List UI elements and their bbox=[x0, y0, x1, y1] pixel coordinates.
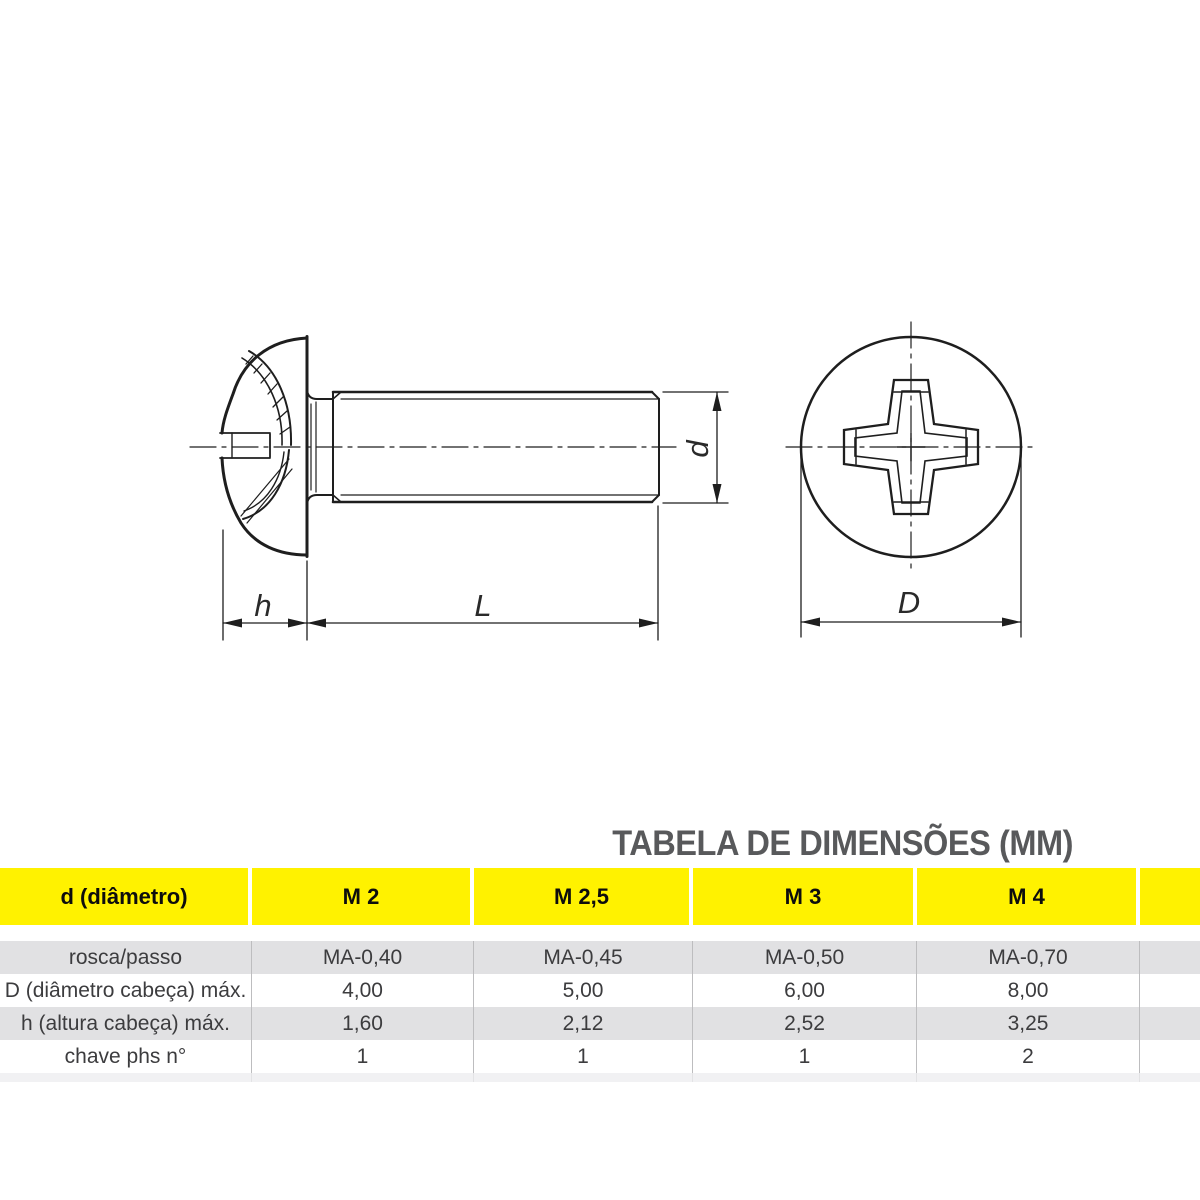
screw-top-view bbox=[786, 322, 1036, 572]
cell-value: 4,00 bbox=[252, 974, 474, 1007]
cell-value: MA-0,40 bbox=[252, 941, 474, 974]
cell-value: 1 bbox=[474, 1040, 693, 1073]
cell-empty bbox=[1140, 1007, 1200, 1040]
dimensions-table bbox=[0, 868, 1200, 1082]
table-row-diametro-cabeca bbox=[0, 974, 1200, 1007]
screw-side-view bbox=[190, 337, 676, 557]
dimension-label-d: d bbox=[680, 440, 715, 458]
cell-empty bbox=[1140, 1040, 1200, 1073]
cell-value: 2 bbox=[917, 1040, 1140, 1073]
table-bottom-strip bbox=[0, 1073, 1200, 1082]
cell-empty bbox=[1140, 941, 1200, 974]
header-cell-m3: M 3 bbox=[693, 868, 917, 925]
cell-value: 3,25 bbox=[917, 1007, 1140, 1040]
table-row-rosca-passo bbox=[0, 941, 1200, 974]
cell-value: MA-0,70 bbox=[917, 941, 1140, 974]
header-cell-d-diametro: d (diâmetro) bbox=[0, 868, 252, 925]
cell-value: 2,12 bbox=[474, 1007, 693, 1040]
header-cell-m4: M 4 bbox=[917, 868, 1140, 925]
cell-value: 6,00 bbox=[693, 974, 917, 1007]
table-row-chave-phs bbox=[0, 1040, 1200, 1073]
dimension-label-L: L bbox=[474, 588, 492, 623]
cell-value: 2,52 bbox=[693, 1007, 917, 1040]
row-label: chave phs n° bbox=[0, 1040, 252, 1073]
row-label: h (altura cabeça) máx. bbox=[0, 1007, 252, 1040]
dimension-label-D: D bbox=[897, 585, 921, 620]
table-row-altura-cabeca bbox=[0, 1007, 1200, 1040]
header-cell-m25: M 2,5 bbox=[474, 868, 693, 925]
cell-empty bbox=[1140, 974, 1200, 1007]
table-header-gap bbox=[0, 925, 1200, 941]
dimension-label-h: h bbox=[254, 588, 272, 623]
cell-value: 5,00 bbox=[474, 974, 693, 1007]
cell-value: 1 bbox=[252, 1040, 474, 1073]
cell-value: 1,60 bbox=[252, 1007, 474, 1040]
cell-value: 8,00 bbox=[917, 974, 1140, 1007]
row-label: rosca/passo bbox=[0, 941, 252, 974]
cell-value: MA-0,50 bbox=[693, 941, 917, 974]
cell-value: 1 bbox=[693, 1040, 917, 1073]
header-cell-m2: M 2 bbox=[252, 868, 474, 925]
header-cell-empty bbox=[1140, 868, 1200, 925]
table-title: TABELA DE DIMENSÕES (MM) bbox=[612, 824, 1073, 863]
row-label: D (diâmetro cabeça) máx. bbox=[0, 974, 252, 1007]
cell-value: MA-0,45 bbox=[474, 941, 693, 974]
table-header-row bbox=[0, 868, 1200, 925]
